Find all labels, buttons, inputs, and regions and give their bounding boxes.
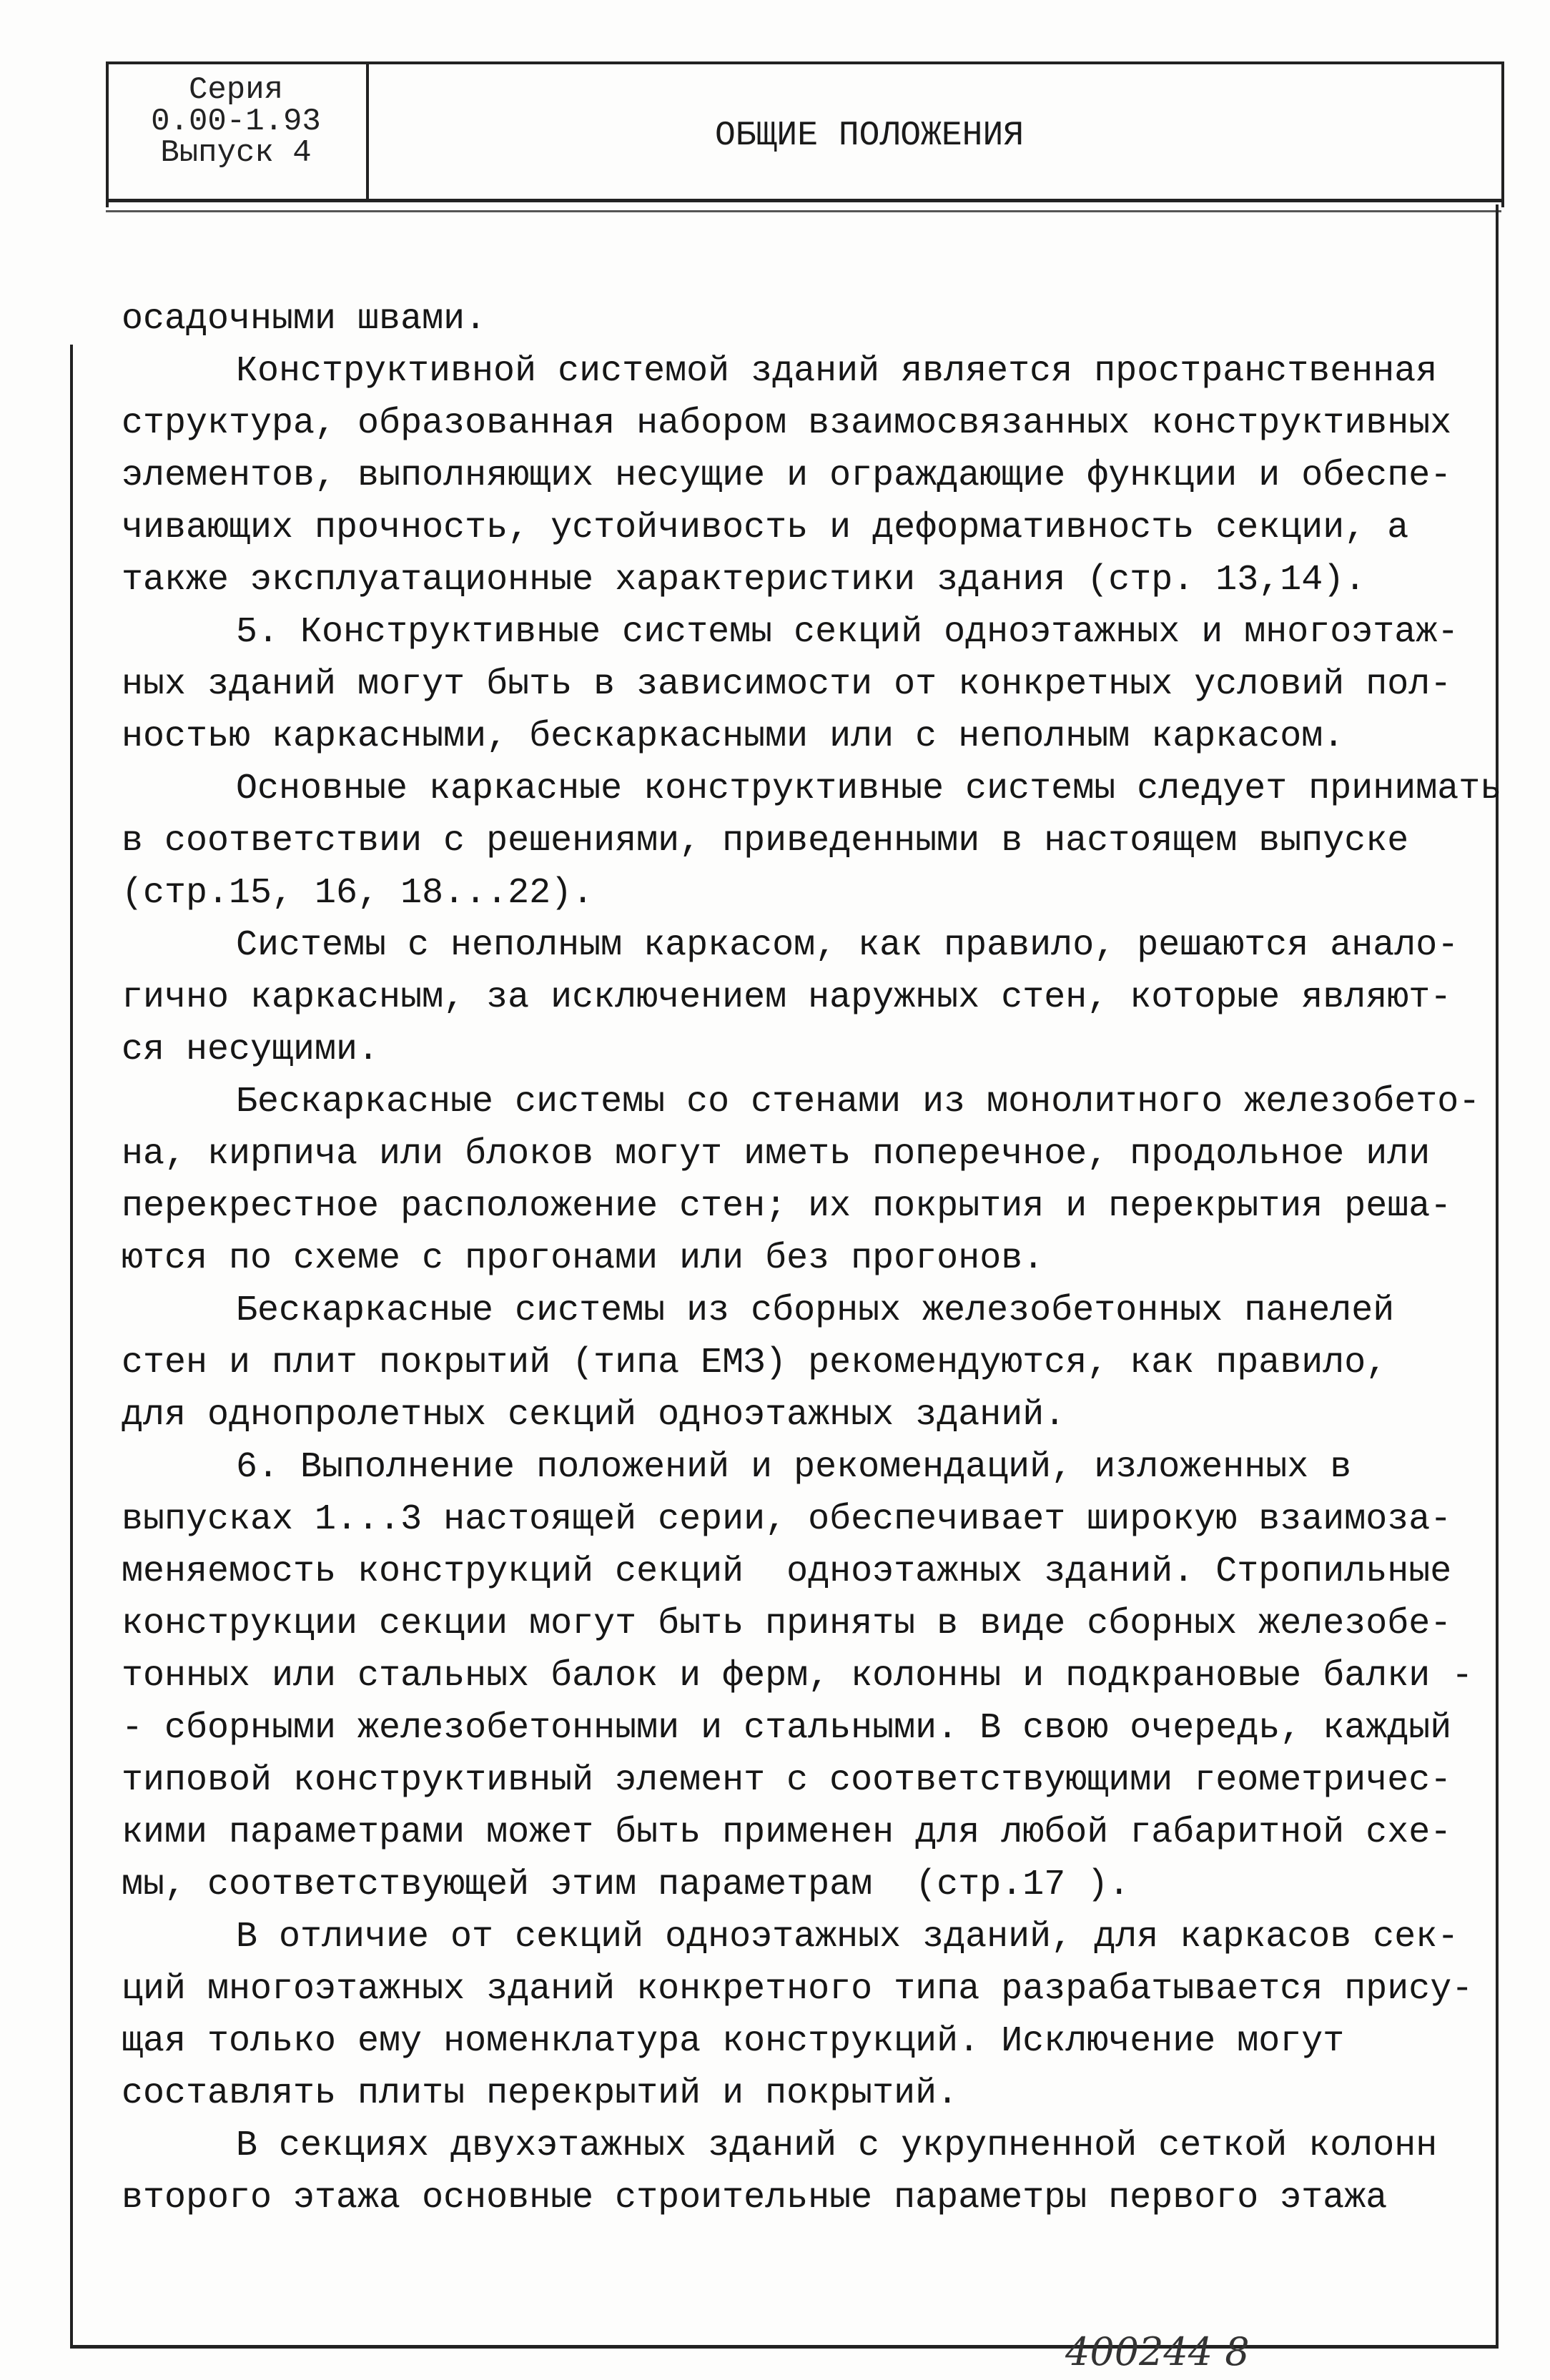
text-line: (стр.15, 16, 18...22). bbox=[122, 873, 594, 914]
header-rule bbox=[106, 199, 1501, 202]
text-line: составлять плиты перекрытий и покрытий. bbox=[122, 2073, 959, 2114]
text-line: второго этажа основные строительные параметры первого этажа bbox=[122, 2178, 1388, 2218]
text-line: Основные каркасные конструктивные системы следует принимать bbox=[236, 769, 1502, 809]
text-line: также эксплуатационные характеристики здания (стр. 13,14). bbox=[122, 560, 1366, 601]
series-number: 0.00-1.93 bbox=[151, 104, 321, 139]
text-line: В секциях двухэтажных зданий с укрупненной сеткой колонн bbox=[236, 2125, 1438, 2166]
series-label: Серия bbox=[188, 72, 284, 108]
handwritten-page-mark: 400244 8 bbox=[1065, 2329, 1250, 2374]
text-line: типовой конструктивный элемент с соответствующими геометричес- bbox=[122, 1760, 1452, 1801]
text-line: Конструктивной системой зданий является пространственная bbox=[236, 351, 1438, 392]
frame-left-border bbox=[70, 345, 73, 2348]
text-line: структура, образованная набором взаимосвязанных конструктивных bbox=[122, 403, 1452, 444]
frame-bottom-border bbox=[70, 2345, 1499, 2349]
text-line: перекрестное расположение стен; их покрытия и перекрытия реша- bbox=[122, 1186, 1452, 1227]
text-line: Бескаркасные системы со стенами из монолитного железобето- bbox=[236, 1082, 1481, 1122]
text-line: В отличие от секций одноэтажных зданий, для каркасов сек- bbox=[236, 1917, 1459, 1957]
text-line: осадочными швами. bbox=[122, 299, 487, 340]
text-line: тонных или стальных балок и ферм, колонны и подкрановые балки - bbox=[122, 1656, 1474, 1697]
text-line: 5. Конструктивные системы секций одноэтажных и многоэтаж- bbox=[236, 612, 1459, 653]
text-line: Бескаркасные системы из сборных железобетонных панелей bbox=[236, 1290, 1395, 1331]
text-line: элементов, выполняющих несущие и ограждающие функции и обеспе- bbox=[122, 455, 1452, 496]
text-line: на, кирпича или блоков могут иметь поперечное, продольное или bbox=[122, 1134, 1431, 1175]
text-line: в соответствии с решениями, приведенными в настоящем выпуске bbox=[122, 821, 1409, 861]
body-text bbox=[122, 293, 1502, 2224]
text-line: для однопролетных секций одноэтажных зданий. bbox=[122, 1395, 1066, 1436]
text-line: кими параметрами может быть применен для любой габаритной схе- bbox=[122, 1812, 1452, 1853]
text-line: мы, соответствующей этим параметрам (стр.17 ). bbox=[122, 1865, 1130, 1905]
text-line: ных зданий могут быть в зависимости от конкретных условий пол- bbox=[122, 664, 1452, 705]
text-line: Системы с неполным каркасом, как правило, решаются анало- bbox=[236, 925, 1459, 966]
text-line: чивающих прочность, устойчивость и деформативность секции, а bbox=[122, 508, 1409, 548]
text-line: стен и плит покрытий (типа ЕМЗ) рекомендуются, как правило, bbox=[122, 1343, 1388, 1383]
text-line: ций многоэтажных зданий конкретного типа разрабатывается прису- bbox=[122, 1969, 1474, 2010]
text-line: - сборными железобетонными и стальными. В свою очередь, каждый bbox=[122, 1708, 1452, 1749]
issue-label: Выпуск 4 bbox=[160, 135, 312, 171]
text-line: 6. Выполнение положений и рекомендаций, изложенных в bbox=[236, 1447, 1352, 1488]
text-line: меняемость конструкций секций одноэтажных зданий. Стропильные bbox=[122, 1551, 1452, 1592]
text-line: щая только ему номенклатура конструкций. Исключение могут bbox=[122, 2021, 1345, 2062]
header-rule-secondary bbox=[106, 210, 1501, 212]
text-line: конструкции секции могут быть приняты в виде сборных железобе- bbox=[122, 1604, 1452, 1644]
text-line: ются по схеме с прогонами или без прогонов. bbox=[122, 1238, 1045, 1279]
text-line: выпусках 1...3 настоящей серии, обеспечивает широкую взаимоза- bbox=[122, 1499, 1452, 1540]
frame-right-border bbox=[1496, 204, 1499, 2348]
title-block-divider bbox=[366, 61, 369, 200]
series-block bbox=[106, 74, 366, 169]
section-title: ОБЩИЕ ПОЛОЖЕНИЯ bbox=[715, 117, 1025, 155]
text-line: гично каркасным, за исключением наружных стен, которые являют- bbox=[122, 977, 1452, 1018]
text-line: ся несущими. bbox=[122, 1029, 380, 1070]
text-line: ностью каркасными, бескаркасными или с неполным каркасом. bbox=[122, 716, 1345, 757]
